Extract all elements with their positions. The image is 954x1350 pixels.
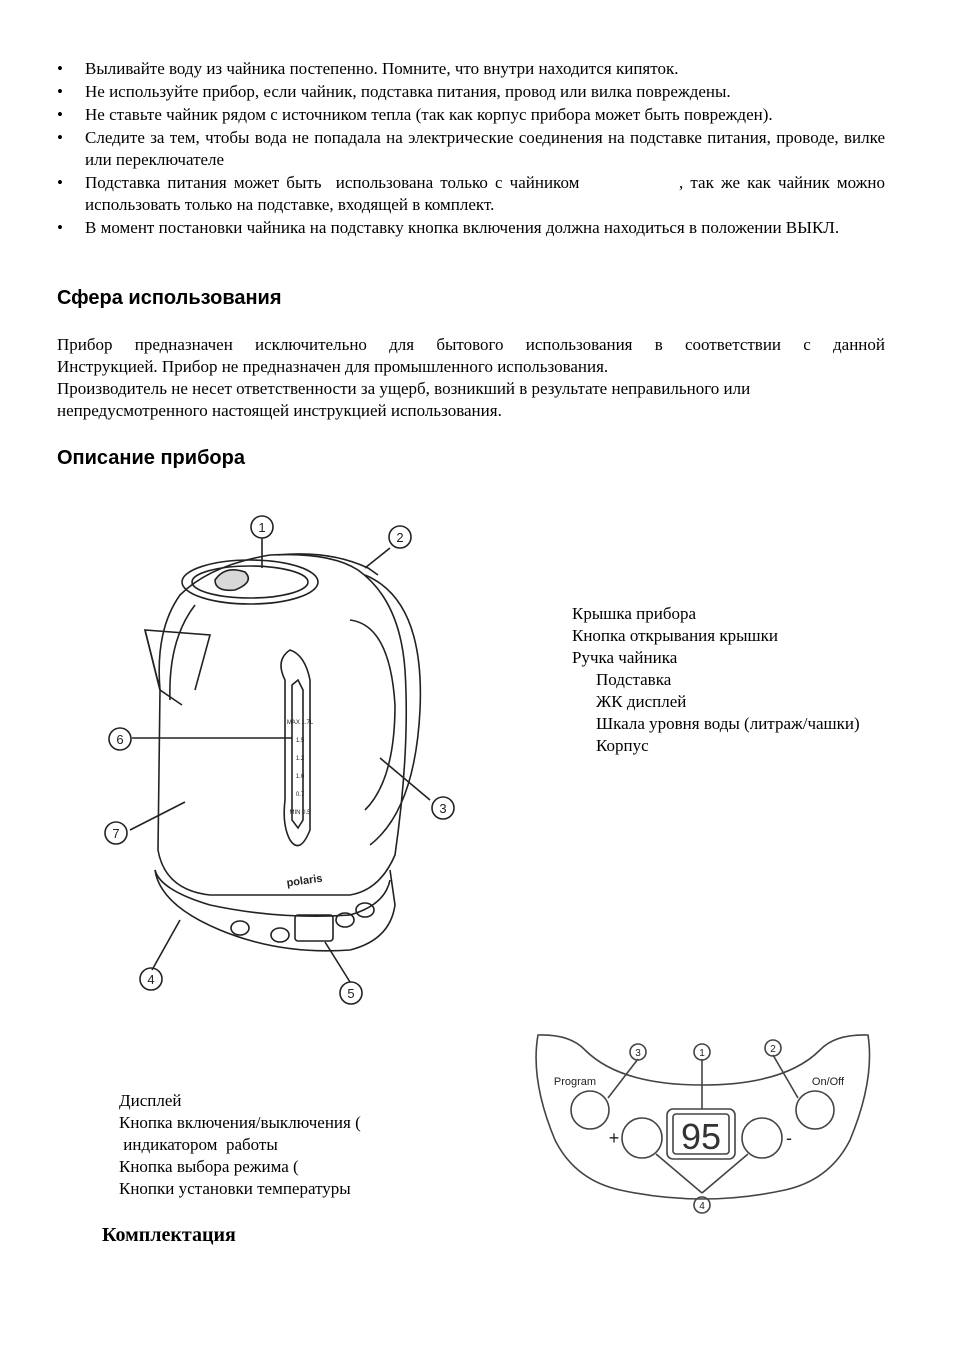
bullet-text: Выливайте воду из чайника постепенно. Помните, что внутри находится кипяток. <box>85 59 679 78</box>
legend-item: Подставка <box>596 670 672 689</box>
scale-mark: 1.2 <box>295 756 305 762</box>
brand-logo: polaris <box>285 872 324 890</box>
kettle-diagram <box>100 510 465 1010</box>
bullet-text: Подставка питания может быть использована только с чайником , так же как чайник можно использовать только на подставке, входящей в комплект. <box>85 173 890 214</box>
panel-callout-label: 1 <box>699 1048 705 1059</box>
scale-mark: 1.0 <box>295 774 305 780</box>
bullet-text: В момент постановки чайника на подставку кнопка включения должна находиться в положении ВЫКЛ. <box>85 218 840 237</box>
callout-label: 7 <box>112 826 120 841</box>
legend-item: Корпус <box>596 736 649 755</box>
legend-item: Кнопка открывания крышки <box>572 626 778 645</box>
legend-item: Шкала уровня воды (литраж/чашки) <box>596 714 860 733</box>
usage-paragraph-line: Производитель не несет ответственности за ущерб, возникший в результате неправильного или <box>57 379 751 398</box>
callout-label: 1 <box>258 520 266 535</box>
usage-paragraph-line: непредусмотренного настоящей инструкцией использования. <box>57 401 502 420</box>
bullet-item <box>57 127 890 171</box>
onoff-label: On/Off <box>811 1076 845 1088</box>
section-title-usage: Сфера использования <box>57 287 282 309</box>
bullet-marker: • <box>57 128 63 147</box>
usage-paragraph-line: Инструкцией. Прибор не предназначен для промышленного использования. <box>57 357 609 376</box>
panel-callout-label: 4 <box>699 1201 705 1212</box>
bullet-item <box>57 172 890 216</box>
usage-paragraph-line: Прибор предназначен исключительно для бытового использования в соответствии с данной <box>57 335 885 354</box>
panel-callout-label: 3 <box>635 1048 641 1059</box>
legend-item: Крышка прибора <box>572 604 697 623</box>
bullet-text: Следите за тем, чтобы вода не попадала на электрические соединения на подставке питания, проводе, вилке или переключателе <box>85 128 890 169</box>
bullet-text: Не используйте прибор, если чайник, подставка питания, провод или вилка повреждены. <box>85 82 731 101</box>
legend-item: Кнопка выбора режима ( <box>119 1157 299 1176</box>
program-label: Program <box>553 1076 597 1088</box>
kettle-legend <box>572 603 860 757</box>
scale-mark: 0.7 <box>295 792 305 798</box>
legend-item: индикатором работы <box>119 1135 278 1154</box>
bullet-item <box>57 104 885 126</box>
safety-bullet-list <box>57 58 890 240</box>
panel-callout-label: 2 <box>770 1044 776 1055</box>
plus-button <box>622 1118 662 1158</box>
bullet-item <box>57 58 885 80</box>
callout-label: 4 <box>147 972 155 987</box>
callout-label: 2 <box>396 530 404 545</box>
display-value: 95 <box>680 1116 722 1157</box>
minus-label: - <box>786 1128 792 1148</box>
program-button <box>571 1091 609 1129</box>
legend-item: Дисплей <box>119 1091 182 1110</box>
bullet-marker: • <box>57 105 63 124</box>
section-title-description: Описание прибора <box>57 447 245 469</box>
panel-legend <box>119 1090 361 1200</box>
onoff-button <box>796 1091 834 1129</box>
scale-mark: MAX 1.7L <box>286 720 314 726</box>
scale-mark: 1.5 <box>295 738 305 744</box>
legend-item: Кнопки установки температуры <box>119 1179 351 1198</box>
callout-label: 3 <box>439 801 447 816</box>
base-lcd <box>295 915 333 941</box>
bullet-marker: • <box>57 173 63 192</box>
callout-label: 5 <box>347 986 355 1001</box>
bullet-text: Не ставьте чайник рядом с источником тепла (так как корпус прибора может быть поврежден). <box>85 105 773 124</box>
bullet-item <box>57 81 885 103</box>
control-panel-diagram <box>530 1030 875 1220</box>
water-level-window <box>281 650 310 846</box>
plus-label: + <box>608 1128 620 1148</box>
bullet-marker: • <box>57 82 63 101</box>
legend-item: Кнопка включения/выключения ( <box>119 1113 361 1132</box>
bullet-item <box>57 217 885 239</box>
minus-button <box>742 1118 782 1158</box>
callout-label: 6 <box>116 732 124 747</box>
bullet-marker: • <box>57 59 63 78</box>
legend-item: Ручка чайника <box>572 648 678 667</box>
section-title-kit: Комплектация <box>102 1224 236 1246</box>
scale-mark: MIN 0.5 <box>289 810 311 816</box>
kettle-base <box>155 870 395 951</box>
bullet-marker: • <box>57 218 63 237</box>
legend-item: ЖК дисплей <box>596 692 687 711</box>
